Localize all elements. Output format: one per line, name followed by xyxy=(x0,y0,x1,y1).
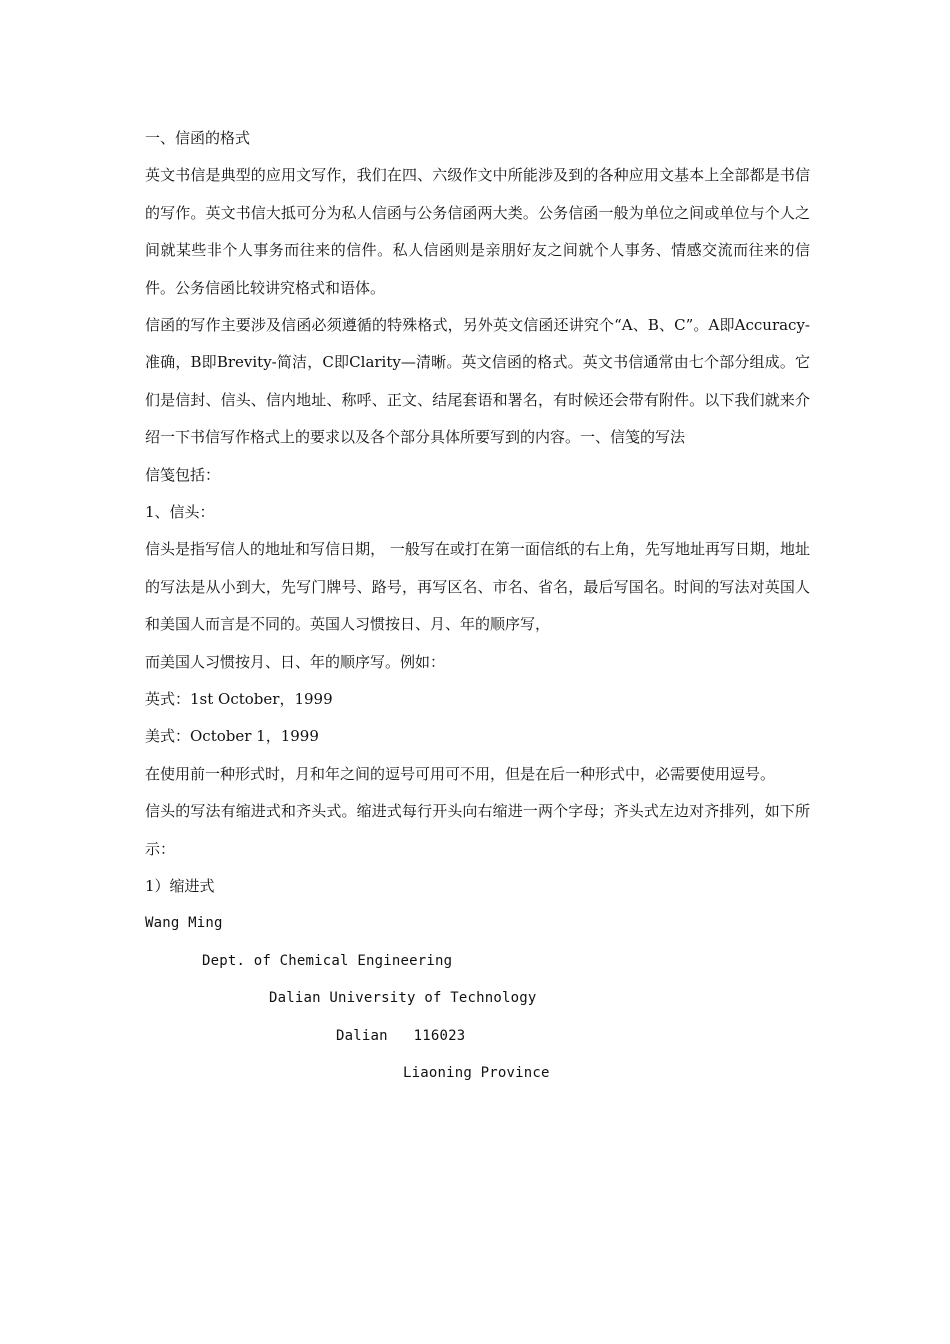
address-province: Liaoning Province xyxy=(403,1064,550,1081)
section-heading: 一、信函的格式 xyxy=(145,129,251,147)
letterhead-styles-paragraph: 信头的写法有缩进式和齐头式。缩进式每行开头向右缩进一两个字母；齐头式左边对齐排列，如下所示： xyxy=(145,802,810,858)
letterhead-item-heading: 1、信头： xyxy=(145,503,215,522)
stationery-includes-label: 信笺包括： xyxy=(145,465,221,484)
comma-usage-paragraph: 在使用前一种形式时，月和年之间的逗号可用可不用，但是在后一种形式中，必需要使用逗号。 xyxy=(145,764,776,783)
letterhead-paragraph: 信头是指写信人的地址和写信日期， 一般写在或打在第一面信纸的右上角，先写地址再写日期，地址的写法是从小到大，先写门牌号、路号，再写区名、市名、省名，最后写国名。时间的写法对英国人和美国人而言是不同的。英国人习惯按日、月、年的顺序写， xyxy=(145,540,810,634)
document-page xyxy=(145,120,810,1092)
address-dept: Dept. of Chemical Engineering xyxy=(202,952,453,969)
intro-paragraph: 英文书信是典型的应用文写作，我们在四、六级作文中所能涉及到的各种应用文基本上全部都是书信的写作。英文书信大抵可分为私人信函与公务信函两大类。公务信函一般为单位之间或单位与个人之间就某些非个人事务而往来的信件。私人信函则是亲朋好友之间就个人事务、情感交流而往来的信件。公务信函比较讲究格式和语体。 xyxy=(145,166,810,297)
us-order-line: 而美国人习惯按月、日、年的顺序写。例如： xyxy=(145,652,446,671)
address-university: Dalian University of Technology xyxy=(269,990,537,1007)
address-city-zip: Dalian 116023 xyxy=(336,1027,466,1044)
indented-style-heading: 1）缩进式 xyxy=(145,877,215,896)
abc-paragraph: 信函的写作主要涉及信函必须遵循的特殊格式，另外英文信函还讲究个“A、B、C”。A即Accuracy-准确，B即Brevity-简洁，C即Clarity—清晰。英文信函的格式。英文书信通常由七个部分组成。它们是信封、信头、信内地址、称呼、正文、结尾套语和署名，有时候还会带有附件。以下我们就来介绍一下书信写作格式上的要求以及各个部分具体所要写到的内容。一、信笺的写法 xyxy=(145,316,810,447)
address-name: Wang Ming xyxy=(145,915,223,932)
american-date-example: 美式：October 1，1999 xyxy=(145,727,319,746)
british-date-example: 英式：1st October，1999 xyxy=(145,690,333,709)
